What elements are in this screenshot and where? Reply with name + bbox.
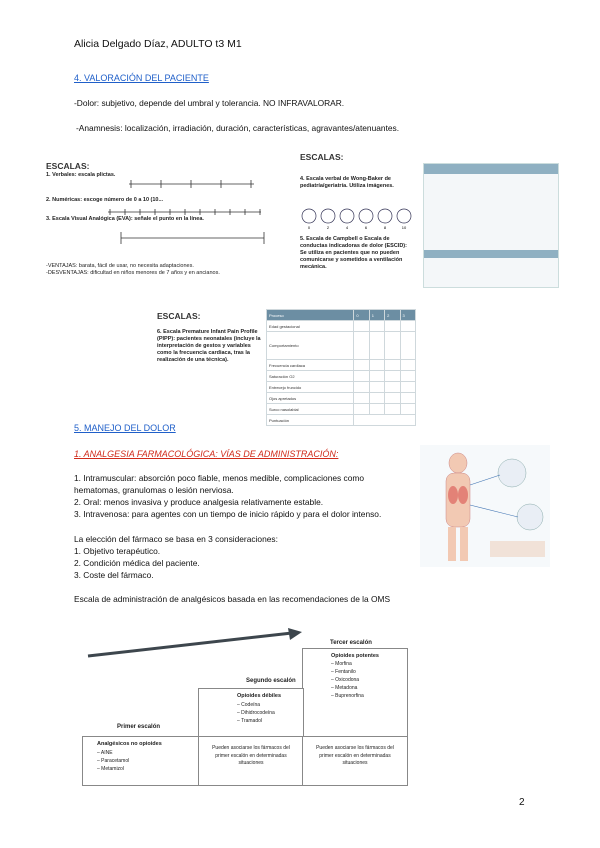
oms-step-1-item: – Paracetamol [97, 758, 130, 764]
oms-step-3-item: – Buprenorfina [331, 693, 364, 699]
pipp-header-0: Proceso [267, 310, 354, 321]
via-oral: 2. Oral: menos invasiva y produce analgesia relativamente estable. [74, 497, 324, 507]
consideracion-3: 3. Coste del fármaco. [74, 570, 154, 580]
oms-step-2-box-title: Opioides débiles [237, 693, 282, 699]
face-label: 8 [383, 225, 387, 230]
escalas-1-title: ESCALAS: [46, 161, 90, 171]
consideracion-1: 1. Objetivo terapéutico. [74, 546, 161, 556]
campbell-table-header [424, 164, 558, 174]
oms-step-1-box [82, 736, 200, 786]
oms-step-1-box-title: Analgésicos no opioides [97, 741, 162, 747]
oms-step-1-item: – Metamizol [97, 766, 124, 772]
face-label: 0 [307, 225, 311, 230]
escalas-panel-1 [44, 160, 294, 280]
ventajas-text: -VENTAJAS: barata, fácil de usar, no necesita adaptaciones. [46, 263, 194, 269]
eva-scale-line [119, 224, 269, 258]
oms-step-3-box-title: Opioides potentes [331, 653, 379, 659]
pipp-header-3: 2 [385, 310, 400, 321]
pipp-row-label: Frecuencia cardiaca [267, 360, 354, 371]
page-number: 2 [519, 797, 525, 808]
desventajas-text: -DESVENTAJAS: dificultad en niños menores de 7 años y en ancianos. [46, 270, 220, 276]
oms-step-3-title: Tercer escalón [330, 640, 372, 646]
pipp-row-label: Surco nasolabial [267, 404, 354, 415]
consideracion-2: 2. Condición médica del paciente. [74, 558, 200, 568]
escala-campbell: 5. Escala de Campbell o Escala de conductas indicadoras de dolor (ESCID): Se utiliza en pacientes que no pueden comunicarse y sometidos a ventilación mecánica. [300, 236, 407, 270]
section-4-heading: 4. VALORACIÓN DEL PACIENTE [74, 73, 209, 83]
pipp-header-2: 1 [369, 310, 384, 321]
pipp-row-label: Edad gestacional [267, 321, 354, 332]
pipp-row-label: Ojos apretados [267, 393, 354, 404]
oms-bottom-text-3: Pueden asociarse los fármacos del primer escalón en determinadas situaciones [316, 745, 394, 766]
oms-step-3-item: – Oxicodona [331, 677, 360, 683]
pipp-row-label: Comportamiento [267, 332, 354, 360]
oms-step-2-item: – Tramadol [237, 718, 263, 724]
oms-step-2-item: – Codeína [237, 702, 261, 708]
analgesia-subheading: 1. ANALGESIA FARMACOLÓGICA: VÍAS DE ADMINISTRACIÓN: [74, 449, 339, 459]
anamnesis-text: -Anamnesis: localización, irradiación, duración, características, agravantes/atenuantes. [76, 123, 400, 133]
oms-step-3-item: – Fentanilo [331, 669, 356, 675]
escala-oms-text: Escala de administración de analgésicos basada en las recomendaciones de la OMS [74, 594, 391, 604]
pipp-header-4: 3 [400, 310, 415, 321]
oms-step-1-item: – AINE [97, 750, 113, 756]
dolor-text: -Dolor: subjetivo, depende del umbral y tolerancia. NO INFRAVALORAR. [74, 98, 345, 108]
pipp-row-label: Entrecejo fruncido [267, 382, 354, 393]
oms-bottom-box-2 [198, 736, 304, 786]
escala-eva: 3. Escala Visual Analógica (EVA): señale el punto en la línea. [46, 216, 204, 222]
face-label: 6 [364, 225, 368, 230]
escalas-3-title: ESCALAS: [157, 311, 201, 321]
oms-step-2-item: – Dihidrocodeína [237, 710, 275, 716]
oms-bottom-text-2: Pueden asociarse los fármacos del primer escalón en determinadas situaciones [212, 745, 290, 766]
verbal-scale-line [129, 174, 259, 190]
escala-verbal: 1. Verbales: escala plictas. [46, 172, 116, 178]
section-5-heading: 5. MANEJO DEL DOLOR [74, 423, 176, 433]
eleccion-intro: La elección del fármaco se basa en 3 consideraciones: [74, 534, 278, 544]
pipp-table [266, 309, 416, 426]
face-label: 4 [345, 225, 349, 230]
oms-step-1-title: Primer escalón [117, 724, 161, 730]
escalas-panel-2 [298, 150, 420, 288]
oms-step-2-title: Segundo escalón [246, 678, 296, 684]
page-header: Alicia Delgado Díaz, ADULTO t3 M1 [74, 38, 242, 50]
escala-wong-baker: 4. Escala verbal de Wong-Baker de pediatría/geriatría. Utiliza imágenes. [300, 176, 394, 189]
oms-step-3-item: – Morfina [331, 661, 352, 667]
escalas-2-title: ESCALAS: [300, 152, 344, 162]
oms-step-3-item: – Metadona [331, 685, 358, 691]
escalas-panel-3 [155, 308, 265, 398]
oms-bottom-box-3 [302, 736, 408, 786]
pipp-row-label: Saturación O2 [267, 371, 354, 382]
wong-baker-faces [300, 206, 415, 230]
face-label: 10 [401, 225, 407, 230]
escala-numerica: 2. Numéricas: escoge número de 0 a 10 (10... [46, 197, 164, 203]
oms-step-2-box [198, 688, 304, 738]
escala-pipp: 6. Escala Premature Infant Pain Profile (PIPP): pacientes neonatales (incluye la interpretación de gestos y variables como la frecuencia cardiaca, tras la realización de una técnica). [157, 329, 261, 363]
via-intravenosa: 3. Intravenosa: para agentes con un tiempo de inicio rápido y para el dolor intenso. [74, 509, 382, 519]
oms-step-3-box [302, 648, 408, 738]
campbell-table-subheader [424, 250, 558, 258]
anatomy-illustration [420, 445, 550, 567]
pipp-header-1: 0 [354, 310, 369, 321]
pipp-footer: Puntuación [267, 415, 354, 426]
via-intramuscular: 1. Intramuscular: absorción poco fiable, menos medible, complicaciones como hematomas, granulomas o lesión nerviosa. [74, 473, 365, 495]
face-label: 2 [326, 225, 330, 230]
campbell-table [423, 163, 559, 288]
